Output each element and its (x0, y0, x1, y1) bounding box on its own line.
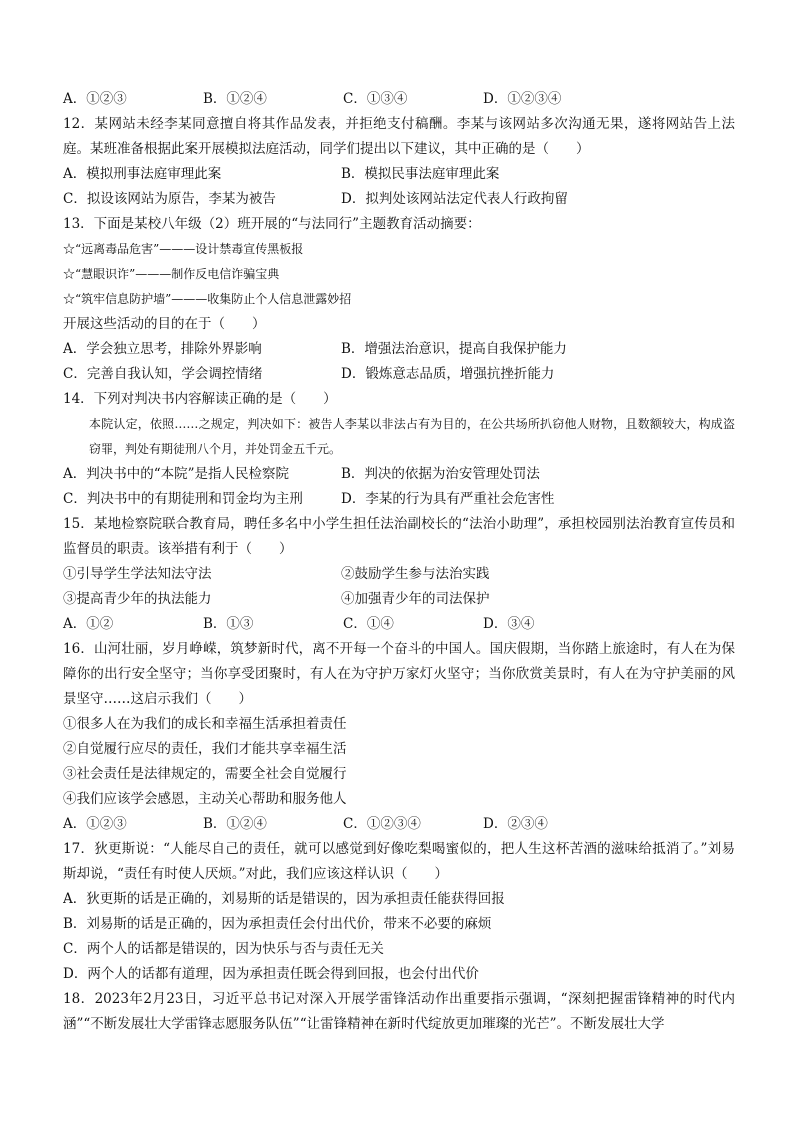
q17-stem: 17．狄更斯说：“人能尽自己的责任，就可以感觉到好像吃梨喝蜜似的，把人生这杯苦酒的滋味给抵消了。”刘易斯却说，“责任有时使人厌烦。”对此，我们应该这样认识（ ） (63, 841, 735, 882)
option-a[interactable]: A．狄更斯的话是正确的，刘易斯的话是错误的，因为承担责任能获得回报 (63, 891, 505, 907)
option-b[interactable]: B．①②④ (203, 91, 267, 107)
option-c[interactable]: C．两个人的话都是错误的，因为快乐与否与责任无关 (63, 941, 384, 957)
q14-quote: 本院认定，依照……之规定，判决如下：被告人李某以非法占有为目的，在公共场所扒窃他人财物，且数额较大，构成盗窃罪，判处有期徒刑八个月，并处罚金五千元。 (89, 417, 735, 456)
option-a[interactable]: A．判决书中的“本院”是指人民检察院 (63, 466, 290, 482)
q13-item: ☆“慧眼识诈”———制作反电信诈骗宝典 (63, 267, 280, 281)
q16-stem: 16．山河壮丽，岁月峥嵘，筑梦新时代，离不开每一个奋斗的中国人。国庆假期，当你踏上旅途时，有人在为保障你的出行安全坚守；当你享受团聚时，有人在为守护万家灯火坚守；当你欣赏美景时，有人在为守护美丽的风景坚守……这启示我们（ ） (63, 641, 735, 707)
option-c[interactable]: C．判决书中的有期徒刑和罚金均为主刑 (63, 491, 303, 507)
q13-question: 开展这些活动的目的在于（ ） (63, 316, 266, 332)
q15-statements-row2 (63, 587, 735, 612)
statement: ②自觉履行应尽的责任，我们才能共享幸福生活 (63, 741, 347, 757)
q14-options-row2 (63, 487, 735, 512)
q14-stem: 14．下列对判决书内容解读正确的是（ ） (63, 391, 337, 407)
q15-options (63, 612, 735, 637)
exam-page (63, 87, 735, 1037)
option-b[interactable]: B．模拟民事法庭审理此案 (341, 166, 500, 182)
q13-options-row1 (63, 337, 735, 362)
option-d[interactable]: D．拟判处该网站法定代表人行政拘留 (341, 191, 568, 207)
option-a[interactable]: A．模拟刑事法庭审理此案 (63, 166, 222, 182)
q13-options-row2 (63, 362, 735, 387)
option-b[interactable]: B．①③ (203, 616, 254, 632)
q13-item: ☆“筑牢信息防护墙”———收集防止个人信息泄露妙招 (63, 292, 352, 306)
q16-options (63, 812, 735, 837)
q18-stem: 18．2023年2月23日，习近平总书记对深入开展学雷锋活动作出重要指示强调，“深刻把握雷锋精神的时代内涵”“不断发展壮大学雷锋志愿服务队伍”“让雷锋精神在新时代绽放更加璀璨的光芒”。不断发展壮大学 (63, 991, 735, 1032)
option-c[interactable]: C．①③④ (343, 91, 408, 107)
option-d[interactable]: D．两个人的话都有道理，因为承担责任既会得到回报，也会付出代价 (63, 966, 479, 982)
statement: ①引导学生学法知法守法 (63, 566, 212, 582)
option-d[interactable]: D．③④ (483, 616, 535, 632)
option-c[interactable]: C．拟设该网站为原告，李某为被告 (63, 191, 276, 207)
statement: ①很多人在为我们的成长和幸福生活承担着责任 (63, 716, 347, 732)
statement: ④加强青少年的司法保护 (341, 591, 490, 607)
option-a[interactable]: A．①②③ (63, 91, 127, 107)
option-a[interactable]: A．学会独立思考，排除外界影响 (63, 341, 262, 357)
option-b[interactable]: B．增强法治意识，提高自我保护能力 (341, 341, 567, 357)
q12-options-row2 (63, 187, 735, 212)
option-c[interactable]: C．完善自我认知，学会调控情绪 (63, 366, 263, 382)
q13-item: ☆“远离毒品危害”———设计禁毒宣传黑板报 (63, 242, 304, 256)
q12-stem: 12．某网站未经李某同意擅自将其作品发表，并拒绝支付稿酬。李某与该网站多次沟通无果，遂将网站告上法庭。某班准备根据此案开展模拟法庭活动，同学们提出以下建议，其中正确的是（ ） (63, 116, 735, 157)
option-d[interactable]: D．李某的行为具有严重社会危害性 (341, 491, 555, 507)
option-b[interactable]: B．①②④ (203, 816, 267, 832)
option-d[interactable]: D．②③④ (483, 816, 548, 832)
q13-stem: 13．下面是某校八年级（2）班开展的“与法同行”主题教育活动摘要： (63, 216, 481, 232)
statement: ③提高青少年的执法能力 (63, 591, 212, 607)
option-c[interactable]: C．①④ (343, 616, 394, 632)
q15-statements-row1 (63, 562, 735, 587)
statement: ④我们应该学会感恩，主动关心帮助和服务他人 (63, 791, 347, 807)
option-b[interactable]: B．刘易斯的话是正确的，因为承担责任会付出代价，带来不必要的麻烦 (63, 916, 492, 932)
option-a[interactable]: A．①②③ (63, 816, 127, 832)
statement: ②鼓励学生参与法治实践 (341, 566, 490, 582)
option-a[interactable]: A．①② (63, 616, 114, 632)
statement: ③社会责任是法律规定的，需要全社会自觉履行 (63, 766, 347, 782)
q15-stem: 15．某地检察院联合教育局，聘任多名中小学生担任法治副校长的“法治小助理”，承担校园别法治教育宣传员和监督员的职责。该举措有利于（ ） (63, 516, 735, 557)
q11-options (63, 87, 735, 112)
q12-options-row1 (63, 162, 735, 187)
q14-options-row1 (63, 462, 735, 487)
option-b[interactable]: B．判决的依据为治安管理处罚法 (341, 466, 540, 482)
option-d[interactable]: D．①②③④ (483, 91, 562, 107)
option-c[interactable]: C．①②③④ (343, 816, 421, 832)
option-d[interactable]: D．锻炼意志品质，增强抗挫折能力 (341, 366, 555, 382)
